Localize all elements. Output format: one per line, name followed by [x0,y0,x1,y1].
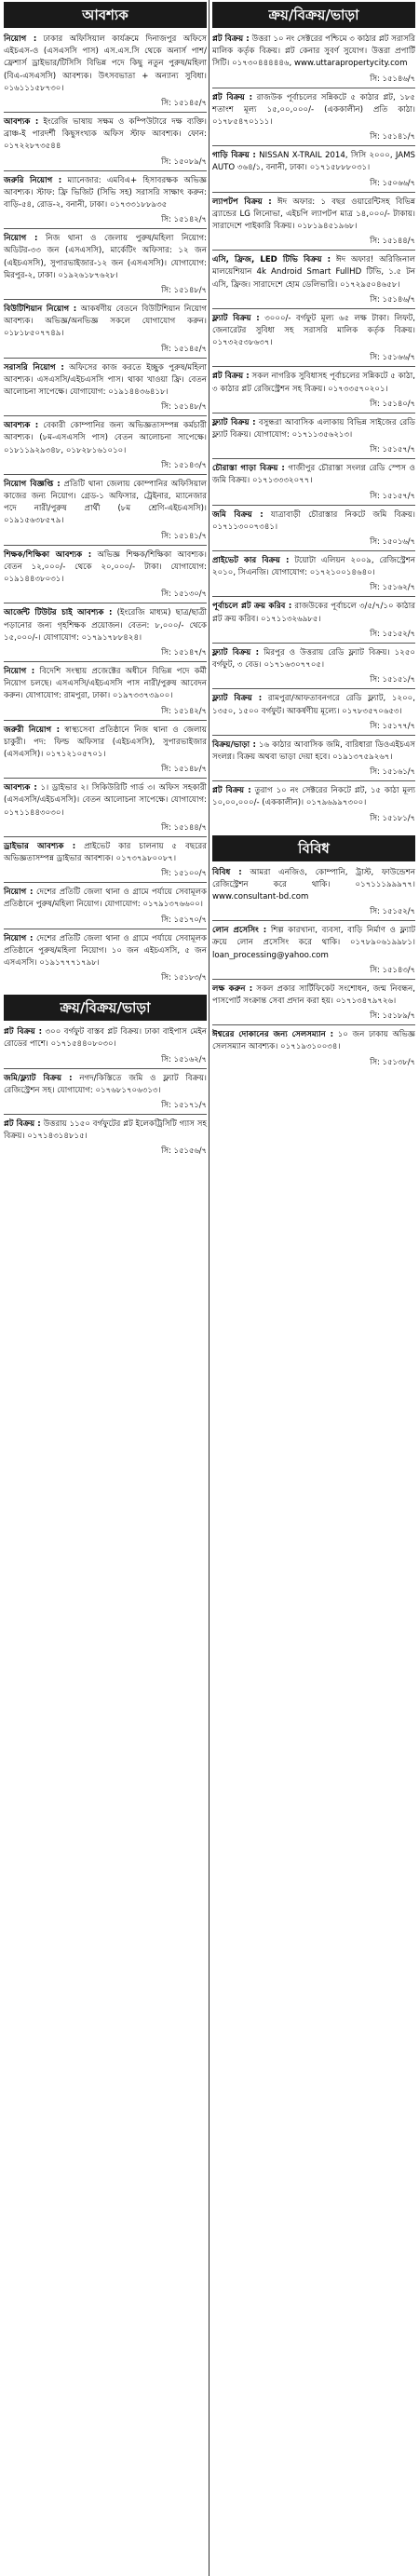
ad-body: রাজউক পূর্বাচলের সন্নিকটে ৫ কাঠার প্লট, ১৮৫ শতাংশ মূল্য ১৫,০০,০০০/- (এককালীন) প্রতি কাঠা। ০১৭৮৫৪৭০১১১। [212,92,416,128]
ad-body: দেশের প্রতিটি জেলা থানা ও গ্রামে পর্যায়ে সেবামূলক প্রতিষ্ঠানে পুরুষ/মহিলা নিয়োগ। ১০ জন এইচএসসি, ৫ জন এসএসসি। ০১৯১৭৭৭১৭৯৮। [4,933,207,968]
ad-heading: নিয়োগ : [4,666,35,676]
ad-separator [4,661,207,662]
ad-separator [212,979,415,980]
ad-body: ১৬ কাঠার আবাসিক জমি, বারিধারা ডিওএইচএস সংলগ্ন। বিক্রয় অথবা ভাড়া দেয়া হবে। ০১৯১৩৭৫৯২৬৭। [212,739,415,762]
ad-separator [4,474,207,475]
left-column [4,0,207,1157]
section-spacer [212,824,415,834]
ad-body: NISSAN X-TRAIL 2014, সিসি ২০০০, JAMS AUTO ৩৬৪/১, বনানী, ঢাকা। ০১৭১৫৮৮৮০৩১। [212,151,415,173]
ad-heading: বিবিধ : [212,867,242,877]
ad-separator [4,112,207,113]
ad-body: অভিজ্ঞ শিক্ষক/শিক্ষিকা আবশ্যক। বেতন ১২,০০০/- থেকে ২০,০০০/- টাকা। যোগাযোগ: ০১৯১৪৪৩৮০৩১। [4,549,207,585]
ad-code: সি: ১৫১৬২/৭ [161,1053,207,1064]
ad-heading: আবশ্যক : [4,117,39,128]
ad-code: সি: ১৫১৭০/৭ [161,914,207,924]
ad-heading: জমি বিক্রয় : [212,509,264,520]
ad-code: সি: ১৫১৫১/৭ [370,674,415,685]
ad-heading: শিক্ষক/শিক্ষিকা আবশ্যক : [4,549,92,560]
ad-code: সি: ১৫১৪১/৭ [370,131,415,142]
ad-code: সি: ১৫১৪৮/৭ [161,764,207,774]
ad-heading: চৌরাস্তা গাড়া বিক্রয় : [212,464,285,474]
ad-heading: নিয়োগ : [4,888,34,898]
classified-ad [212,313,415,364]
ad-heading: প্লট বিক্রয় : [4,1027,43,1037]
ad-code: সি: ১৫১৭১/৭ [161,1099,207,1109]
ad-body: টয়োটা এলিয়ন ২০০৯, রেজিস্ট্রেশন ২০১০, সিএনজি। যোগাযোগ: ০১৭২১০০১৪৬৪০। [212,556,415,578]
classified-ad [212,92,415,143]
ad-heading: এসি, ফ্রিজ, LED টিভি বিক্রয় : [212,255,331,265]
ad-code: সি: ১৫১৬১/৭ [370,766,415,777]
classified-ad [4,233,207,296]
ad-code: সি: ১৫০৬৬/৭ [370,177,415,187]
ad-heading: ফ্ল্যাট বিক্রয় : [212,647,260,658]
ad-separator [4,299,207,300]
ad-body: নিজ থানা ও জেলায় পুরুষ/মহিলা নিয়োগ: অডিটর-৩৩ জন (এসএসসি), মার্কেটিং অফিসার: ১২ জন (এইচএসসি), সুপারভাইজার-১২ জন (এসএসসি)। যোগাযোগ: মিরপুর-২, ঢাকা। ০১৯২৬১৮৭৬২৮। [4,234,207,280]
ad-body: আকর্ষণীয় বেতনে বিউটিশিয়ান নিয়োগ আবশ্যক। অভিজ্ঞ/অনভিজ্ঞ সকলে যোগাযোগ করুন। ০১৮১৮৫০৭৭৪৯। [4,305,208,339]
ad-separator [4,882,207,883]
section-header-buy-sell-rent: ক্রয়/বিক্রয়/ভাড়া [4,995,207,1021]
classified-ad [4,304,207,355]
ad-code: সি: ১৫১৮৯/৭ [370,1010,415,1021]
ad-body: নগদ/কিস্তিতে জমি ও ফ্ল্যাট বিক্রয়। রেজিস্ট্রেশন সহ। যোগাযোগ: ০১৭৬৮১৭০৬৩১৩। [4,1073,207,1095]
ad-heading: সরাসরি নিয়োগ : [4,362,64,373]
classified-ad [4,549,207,601]
ad-code: সি: ১৫১৬৬/৭ [370,352,415,362]
classified-ad [212,601,415,639]
ad-separator [212,458,415,459]
ad-body: রাজউকের পূর্বাচলে ৩/৫/৭/১০ কাঠার প্লট ক্রয় করিব। ০১৭১১৩২৬৯৮৫। [212,602,415,624]
ad-code: সি: ১৫১৪০/৭ [370,398,415,408]
section-spacer [4,983,207,993]
classified-ad [212,647,415,685]
ad-separator [212,250,415,251]
ad-body: ঈদ অফার! অরিজিনাল মালয়েশিয়ান 4k Android Smart FullHD টিভি, ১.৫ টন এসি, ফ্রিজ। সারাদেশে হোম ডেলিভারি। ০১৭২৯৫০৪৬৫৮। [212,255,415,290]
classified-ad [4,607,207,658]
ad-body: (ইংরেজি মাধ্যম) ছাত্র/ছাত্রী পড়ানোর জন্য গৃহশিক্ষক প্রয়োজন। বেতন: ৮,০০০/- থেকে ১৫,০০০/-। যোগাযোগ: ০১৭৯১৭৮৮৪২৪। [4,608,208,643]
classified-ad [212,34,415,85]
ad-heading: জরুরী নিয়োগ : [4,725,61,735]
ad-code: সি: ১৫১৪২/৭ [161,214,207,224]
ad-body: স্বাস্থ্যসেবা প্রতিষ্ঠানে নিজ থানা ও জেলায় চাকুরী। পদ: ফিল্ড অফিসার (এইচএসসি), সুপারভাইজার (এসএসসি)। ০১৭১২১০৫৭০১। [4,725,207,759]
ad-separator [212,780,415,781]
ad-separator [212,145,415,146]
classified-ad [4,1073,207,1111]
ad-heading: আর্জেন্ট টিউটর চাই আবশ্যক : [4,608,113,618]
ad-code: সি: ১৫১৮৩/৭ [161,972,207,983]
ad-code: সি: ১৫১৪৫/৭ [161,98,207,108]
ad-separator [212,366,415,367]
ad-heading: নিয়োগ : [4,34,37,44]
ad-heading: লক্ষ করুন : [212,983,253,994]
ad-body: আমরা এনজিও, কোম্পানি, ট্রাস্ট, ফাউন্ডেশন রেজিস্ট্রেশন করে থাকি। ০১৭১১১৯৯৯৭৭। www.consultant-bd.com [212,867,415,902]
ad-code: সি: ১৫১৬২/৭ [370,582,415,592]
ad-separator [212,735,415,736]
ad-separator [212,192,415,193]
ad-code: সি: ১৫১৫৬/৭ [161,1146,207,1156]
ad-code: সি: ১৫১৫৭/৭ [370,444,415,454]
ad-separator [4,228,207,229]
ad-heading: ড্রাইভার আবশ্যক : [4,841,76,851]
ad-heading: ফ্ল্যাট বিক্রয় : [212,417,256,427]
ad-code: সি: ১৫১৪৭/৭ [161,646,207,657]
ad-body: অফিসের কাজ করতে ইচ্ছুক পুরুষ/মহিলা আবশ্যক। এসএসসি/এইচএসসি পাস। থাকা খাওয়া ফ্রি। বেতন আলোচনা সাপেক্ষে। যোগাযোগ: ০১৯১৪৪৩৬৪১৮। [4,362,207,398]
ad-body: শিল্প কারখানা, ব্যবসা, বাড়ি নির্মাণ ও ফ্ল্যাট ক্রয়ে লোন প্রসেসিং করে থাকি। ০১৭৮৯০৬১৯৯৮১। loan_processing@yahoo.com [212,926,416,960]
wanted-ads-list [4,34,207,983]
ad-code: সি: ১৫১৪৩/৭ [370,964,415,974]
ad-body: ৩০০০/- বর্গফুট মূল্য ৬৫ লক্ষ টাকা। লিফট, জেনারেটর সুবিধা সহ সরাসরি মালিক কর্তৃক বিক্রয়। ০১৭৩২৫৩৮৬৩৭। [212,313,416,348]
ad-heading: লোন প্রসেসিং : [212,926,267,936]
ad-heading: বিক্রয়/ভাড়া : [212,739,256,750]
classified-ad [212,739,415,778]
ad-separator [212,688,415,689]
ad-heading: প্লট বিক্রয় : [4,1119,41,1129]
classified-ad [4,479,207,542]
column-divider [209,0,210,2576]
classified-ad [212,867,415,918]
ad-heading: ল্যাপটপ বিক্রয় : [212,197,272,207]
ad-body: ১। ড্রাইভার ২। সিকিউরিটি গার্ড ৩। অফিস সহকারী (এসএসসি/এইচএসসি)। বেতন আলোচনা সাপেক্ষে। যোগাযোগ: ০১৭১১৪৪৩০৩০। [4,783,208,818]
ad-code: সি: ১৫১৪৪/৭ [161,821,207,832]
classified-ad [212,254,415,305]
ad-heading: পূর্বাচলে প্লট ক্রয় করিব : [212,602,292,612]
ad-heading: প্লট বিক্রয় : [212,786,251,796]
ad-separator [212,550,415,551]
classified-ad [212,925,415,976]
ad-separator [4,415,207,416]
ad-code: সি: ১৫১৩৮/৭ [370,1056,415,1066]
ad-body: সকল প্রকার সার্টিফিকেট সংশোধন, জন্ম নিবন্ধন, পাসপোর্ট সংক্রান্ত সেবা প্রদান করা হয়। ০১৭১৩৪৭৯৭২৬। [212,983,415,1006]
ad-separator [212,308,415,309]
classified-ad [212,1029,415,1067]
ad-separator [4,358,207,359]
classified-ad [4,887,207,925]
ad-code: সি: ১৫১৪৮/৭ [161,285,207,295]
right-column [212,0,415,1068]
ad-body: ঈদ অফার: ১ বছর ওয়ারেন্টিসহ বিভিন্ন ব্র্যান্ডের LG লিনোভা, এইচপি ল্যাপটপ মাত্র ১৪,০০০/- টাকায়। সারাদেশে পাইকারি বিক্রয়। ০১৮১৯৪৫১৯৬৮। [212,197,415,232]
classified-ad [4,1119,207,1157]
ad-body: ইংরেজি ভাষায় সক্ষম ও কম্পিউটারে দক্ষ ব্যক্তি। ব্রাঞ্চ-ই পারদর্শী কিছুসংখ্যক অফিস স্টাফ আবশ্যক। ফোন: ০১৭২২৮৭৩৫৪৪ [4,117,207,152]
ad-code: সি: ১৫১০০/৭ [161,868,207,878]
classified-ad [212,983,415,1022]
ad-heading: জরুরি নিয়োগ : [4,175,62,185]
ad-separator [4,778,207,779]
ad-separator [4,1114,207,1115]
ad-code: সি: ১৫১৪১/৭ [161,530,207,540]
ad-separator [212,596,415,597]
classified-ad [4,420,207,471]
ad-body: যাত্রাবাড়ী চৌরাস্তার নিকটে জমি বিক্রয়। ০১৭১১৩০০৭৩৪১। [212,509,415,532]
ad-body: বিদেশি সংস্থায় প্রজেক্টের অধীনে বিভিন্ন পদে কর্মী নিয়োগ চলছে। এসএসসি/এইচএসসি পাস নারী/পুরুষ আবেদন করুন। যোগাযোগ: রামপুরা, ঢাকা। ০১৯৭৩৩৭৩৯০০। [4,666,207,701]
section-header-buy-sell-rent: ক্রয়/বিক্রয়/ভাড়া [212,2,415,28]
classified-ad [4,725,207,776]
ad-code: সি: ১৫১৫৭/৭ [370,490,415,500]
classified-ad [212,463,415,501]
ad-code: সি: ১৫০১৬/৭ [370,536,415,547]
ad-body: গাজীপুর চৌরাস্তা সংলগ্ন রেডি স্পেস ও জমি বিক্রয়। ০১৭১৩৩৩২০৭৭। [212,464,415,486]
ad-heading: জমি/ফ্ল্যাট বিক্রয় : [4,1073,73,1083]
ad-body: ৩০০ বর্গফুট বাস্তব প্লট বিক্রয়। ঢাকা বাইপাস মেইন রোডের পাশে। ০১৭১৫৪৪০৮০৩০। [4,1027,208,1050]
misc-ads-list [212,867,415,1068]
ad-code: সি: ১৫১৫২/৭ [370,628,415,638]
classified-ad [4,116,207,168]
ad-heading: প্লট বিক্রয় : [212,372,250,382]
ad-separator [4,545,207,546]
classified-ad [4,34,207,109]
ad-heading: ফ্ল্যাট বিক্রয় : [212,694,263,704]
ad-code: সি: ১৫১৪৮/৭ [161,401,207,412]
ad-body: ঢাকার অফিসিয়াল কার্যক্রমে দিনাজপুর অফিসে এইচএস-ও (এসএসসি পাস) এস.এস.সি থেকে অনার্স পাশ/ফ্রেশার্স ড্রাইভার/টিসিসি বিভিন্ন পদে কিছু নতুন পুরুষ/মহিলা (বিএ-এসএসসি) আবশ্যক। উৎসবভাতা + অন্যান্য সুবিধা। ০১৬১১১৫৮৭৩০। [4,34,208,93]
ad-separator [4,170,207,171]
classified-ad [212,197,415,248]
classified-ad [212,150,415,188]
classified-ad [4,1026,207,1064]
ad-heading: প্রাইভেট কার বিক্রয় : [212,556,290,566]
ad-heading: প্লট বিক্রয় : [212,92,253,102]
ad-body: দেশের প্রতিটি জেলা থানা ও গ্রামে পর্যায়ে সেবামূলক প্রতিষ্ঠানে পুরুষ/মহিলা নিয়োগ। যোগাযোগ: ০১৭৯১৩৭৬৬০০। [4,888,207,910]
ad-body: রামপুরা/আফতাবনগরে রেডি ফ্ল্যাট, ১২০০, ১৩৫০, ১৫০০ বর্গফুট। আকর্ষণীয় মূল্যে। ০১৭৮৩৫৭০৬৫৩। [212,694,415,716]
classified-ad [212,555,415,593]
ad-heading: ফ্ল্যাট বিক্রয় : [212,313,260,323]
section-header-wanted: আবশ্যক [4,2,207,28]
classified-ad [4,666,207,717]
ad-separator [4,1068,207,1069]
ad-separator [212,920,415,921]
ad-heading: নিয়োগ : [4,234,38,244]
ad-body: উত্তরায় ১১৫০ বর্গফুটের প্লট ইলেকট্রিসিটি গ্যাস সহ বিক্রয়। ০১৭১৪৩১৪৮১৫। [4,1119,207,1142]
ad-separator [212,505,415,506]
ad-separator [212,413,415,414]
ad-body: ১০ জন ঢাকায় অভিজ্ঞ সেলসম্যান আবশ্যক। ০১৭১৯৩১০০৩৪। [212,1030,416,1052]
ad-heading: নিয়োগ : [4,933,34,943]
ad-body: সকল নাগরিক সুবিধাসহ পূর্বাচলের সন্নিকটে ৫ কাঠা, ৩ কাঠার প্লট রেজিস্ট্রেশন সহ বিক্রয়। ০১৭৩৩৫৭০২০১। [212,372,415,394]
ad-body: তুরাগ ১০ নং সেক্টরের নিকটে প্লট, ১৫ কাঠা মূল্য ১০,০০,০০০/- (এককালীন)। ০১৭৯৬৯৯৭৩০০। [212,786,416,808]
ad-body: বেকারী কোম্পানির জন্য অভিজ্ঞতাসম্পন্ন কর্মচারী আবশ্যক। (৮ম-এসএসসি পাস) বেতন আলোচনা সাপেক্ষে। ০১৮১১৯২৯৩৪৮, ০১৮২৮১৬১০১০। [4,421,208,455]
classified-ad [212,417,415,455]
ad-code: সি: ১৫১৫২/৭ [370,906,415,916]
ad-code: সি: ১৫১৪৬/৭ [370,73,415,83]
ad-separator [212,643,415,644]
ad-heading: আবশ্যক : [4,783,37,793]
section-header-miscellaneous: বিবিধ [212,835,415,861]
classified-ad [212,693,415,731]
ad-code: সি: ১৫১৭৭/৭ [370,720,415,730]
ad-body: প্রাইভেট কার চালনায় ৫ বছরের অভিজ্ঞতাসম্পন্ন ড্রাইভার আবশ্যক। ০১৭৩৭৯৮০০৮৭। [4,841,208,863]
classified-ad [4,933,207,984]
buy-sell-ads-list [4,1026,207,1157]
ad-body: উত্তরা ১০ নং সেক্টরের পশ্চিমে ৩ কাঠার প্লট সরাসরি মালিক কর্তৃক বিক্রয়। প্লট কেনার সুবর্ণ সুযোগ। উত্তরা প্রপার্টি সিটি। ০১৭৩০৪৪৪৪৪৬, www.uttarapropertycity.com [212,34,415,69]
ad-body: বসুন্ধরা আবাসিক এলাকায় বিভিন্ন সাইজের রেডি ফ্ল্যাট বিক্রয়। যোগাযোগ: ০১৭১১৩৫৬২১৩। [212,417,416,441]
ad-heading: গাড়ি বিক্রয় : [212,151,256,161]
ad-code: সি: ১৫০৮৯/৭ [161,156,207,166]
ad-code: সি: ১৫১৪৫/৭ [161,343,207,353]
ad-separator [212,1024,415,1025]
ad-code: সি: ১৫১৪২/৭ [161,705,207,715]
ad-heading: ঈশ্বরের দোকানের জন্য সেলসম্যান : [212,1030,334,1040]
ad-separator [4,836,207,837]
ad-separator [4,720,207,721]
ad-body: মিরপুর ও উত্তরায় রেডি ফ্ল্যাট বিক্রয়। ১২৫০ বর্গফুট, ৩ বেড। ০১৭১৬৩০৭৭০৫। [212,647,415,671]
classified-ad [212,371,415,409]
ad-code: সি: ১৫১৪৩/৭ [161,459,207,469]
classified-ad [4,362,207,414]
ad-code: সি: ১৫১৪৬/৭ [370,293,415,304]
ad-body: ম্যানেজার: এমবিএ+ হিসাবরক্ষক অভিজ্ঞ আবশ্যক। স্টাফ: ফ্রি ভিজিট (সিভি সহ) সরাসরি সাক্ষাৎ করুন: বাড়ি-৫৪, রোড-২, বনানী, ঢাকা। ০১৭৩৩১৮৮৯৩৫ [4,175,207,210]
ad-code: সি: ১৫১৩০/৭ [161,589,207,599]
classified-ad [4,175,207,226]
classified-ad [4,841,207,879]
ad-heading: নিয়োগ বিজ্ঞপ্তি : [4,479,61,489]
ad-code: সি: ১৫১৪৪/৭ [370,236,415,246]
buy-sell-ads-list [212,34,415,824]
classified-ad [212,785,415,823]
ad-heading: আবশ্যক : [4,421,39,431]
classified-ad [4,782,207,834]
ad-code: সি: ১৫১৮১/৭ [370,812,415,822]
ad-body: প্রতিটি থানা জেলায় কোম্পানির অফিসিয়াল কাজের জন্য নিয়োগ। গ্রেড-১ অফিসার, ট্রেইনার, ম্যানেজার পদে নারী/পুরুষ প্রার্থী (৮ম শ্রেণি-এইচএসসি)। ০১৯১৫৬৩৮৫৭৯। [4,479,208,526]
ad-heading: বিউটিশিয়ান নিয়োগ : [4,305,77,315]
ad-heading: প্লট বিক্রয় : [212,34,250,44]
classified-ad [212,509,415,548]
